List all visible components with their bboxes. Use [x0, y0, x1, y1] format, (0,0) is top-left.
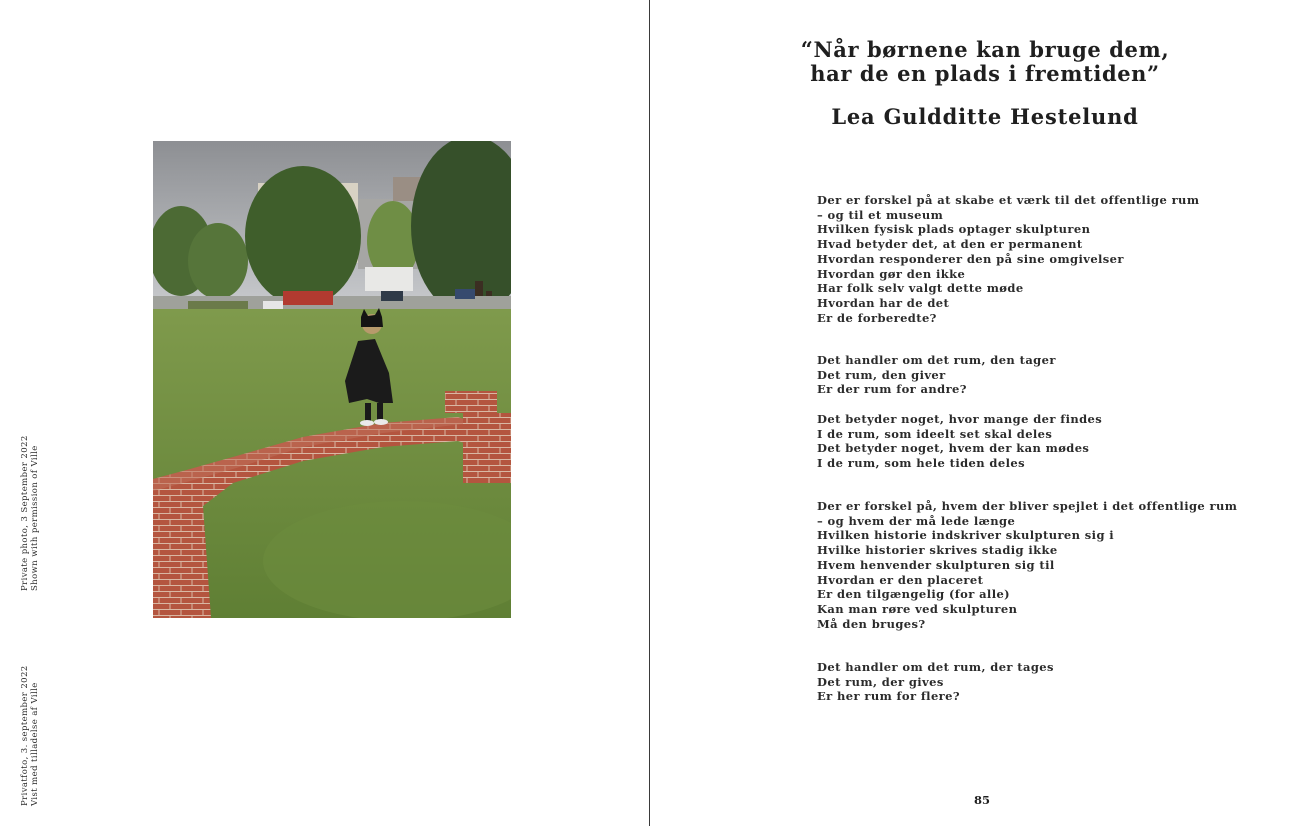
- stanza: [817, 499, 1238, 631]
- poem-line: Det rum, der gives: [817, 674, 944, 689]
- caption-line: Privatfoto, 3. september 2022: [20, 665, 30, 806]
- poem-line: Hvad betyder det, at den er permanent: [817, 237, 1083, 252]
- stanza: [817, 660, 1217, 704]
- poem-line: Er her rum for flere?: [817, 689, 960, 704]
- stanza: [817, 193, 1217, 325]
- poem-line: I de rum, som hele tiden deles: [817, 456, 1025, 471]
- poem-line: Hvordan er den placeret: [817, 572, 984, 587]
- poem-line: Hvordan gør den ikke: [817, 266, 966, 281]
- author-name: Lea Guldditte Hestelund: [831, 104, 1139, 129]
- poem-line: Hvilken historie indskriver skulpturen sig i: [817, 528, 1115, 543]
- poem-line: Det handler om det rum, den tager: [817, 353, 1056, 367]
- photo-caption-english: [20, 435, 40, 591]
- caption-line: Vist med tilladelse af Ville: [30, 682, 40, 806]
- poem-line: I de rum, som ideelt set skal deles: [817, 426, 1053, 441]
- poem-line: Det betyder noget, hvem der kan mødes: [817, 441, 1090, 456]
- caption-line: Shown with permission of Ville: [30, 445, 40, 591]
- photo-caption-danish: [20, 665, 40, 806]
- page-number: 85: [973, 793, 990, 807]
- poem-line: – og hvem der må lede længe: [817, 513, 1016, 528]
- poem-line: Det betyder noget, hvor mange der findes: [817, 412, 1103, 426]
- stanza: [817, 353, 1217, 397]
- poem-title: [760, 38, 1210, 86]
- poem-line: Der er forskel på at skabe et værk til det offentlige rum: [817, 193, 1200, 207]
- poem-line: Hvilke historier skrives stadig ikke: [817, 543, 1058, 558]
- poem-line: Må den bruges?: [817, 616, 926, 631]
- poem-line: Er de forberedte?: [817, 310, 937, 325]
- poem-line: Har folk selv valgt dette møde: [817, 281, 1024, 296]
- poem-line: – og til et museum: [817, 207, 944, 222]
- poem-line: Hvordan responderer den på sine omgivelser: [817, 251, 1124, 266]
- poem-line: Er der rum for andre?: [817, 382, 967, 397]
- poem-line: Er den tilgængelig (for alle): [817, 587, 1011, 602]
- poem-line: Hvordan har de det: [817, 295, 950, 310]
- poem-line: Der er forskel på, hvem der bliver spejlet i det offentlige rum: [817, 499, 1238, 513]
- photo-child-on-brick-wall: [153, 141, 511, 618]
- poem-line: Hvilken fysisk plads optager skulpturen: [817, 222, 1091, 237]
- caption-line: Private photo, 3 September 2022: [20, 435, 30, 591]
- stanza: [817, 412, 1217, 471]
- title-line: “Når børnene kan bruge dem,: [800, 37, 1170, 62]
- poem-line: Kan man røre ved skulpturen: [817, 601, 1018, 616]
- poem-line: Hvem henvender skulpturen sig til: [817, 557, 1055, 572]
- poem-line: Det handler om det rum, der tages: [817, 660, 1054, 674]
- title-line: har de en plads i fremtiden”: [810, 61, 1160, 86]
- poem-line: Det rum, den giver: [817, 367, 946, 382]
- page-gutter: [649, 0, 650, 826]
